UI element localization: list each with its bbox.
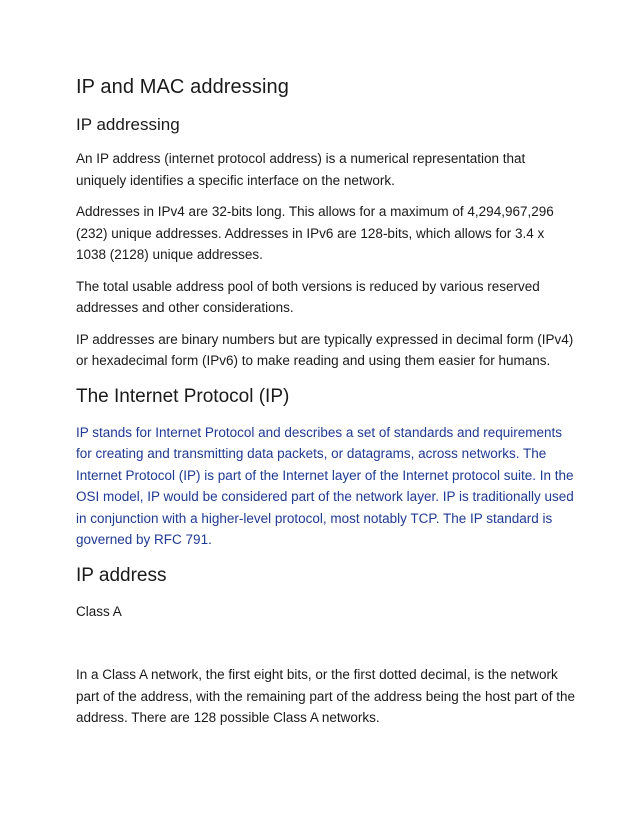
document-page: [76, 72, 576, 739]
paragraph-ipv4-ipv6-length: Addresses in IPv4 are 32-bits long. This allows for a maximum of 4,294,967,296 (232) unique addresses. Addresses in IPv6 are 128-bits, which allows for 3.4 x 1038 (2128) unique addresses.: [76, 204, 554, 262]
section-heading-ip-addressing: IP addressing: [76, 115, 180, 134]
paragraph-class-a-network: In a Class A network, the first eight bits, or the first dotted decimal, is the network part of the address, with the remaining part of the address being the host part of the address. There are 128 possible Class A networks.: [76, 667, 576, 725]
document-title: IP and MAC addressing: [76, 76, 289, 98]
paragraph-ip-definition: An IP address (internet protocol address) is a numerical representation that uniquely identifies a specific interface on the network.: [76, 151, 526, 188]
section-heading-ip-address: IP address: [76, 564, 167, 586]
blank-line: [76, 632, 576, 664]
label-class-a: Class A: [76, 603, 122, 619]
paragraph-binary-numbers: IP addresses are binary numbers but are typically expressed in decimal form (IPv4) or hexadecimal form (IPv6) to make reading and using them easier for humans.: [76, 331, 574, 368]
section-heading-internet-protocol: The Internet Protocol (IP): [76, 385, 290, 407]
paragraph-address-pool: The total usable address pool of both versions is reduced by various reserved addresses and other considerations.: [76, 278, 540, 315]
paragraph-internet-protocol: IP stands for Internet Protocol and describes a set of standards and requirements for creating and transmitting data packets, or datagrams, across networks. The Internet Protocol (IP) is part of the Internet layer of the Internet protocol suite. In the OSI model, IP would be considered part of the network layer. IP is traditionally used in conjunction with a higher-level protocol, most notably TCP. The IP standard is governed by RFC 791.: [76, 424, 574, 547]
